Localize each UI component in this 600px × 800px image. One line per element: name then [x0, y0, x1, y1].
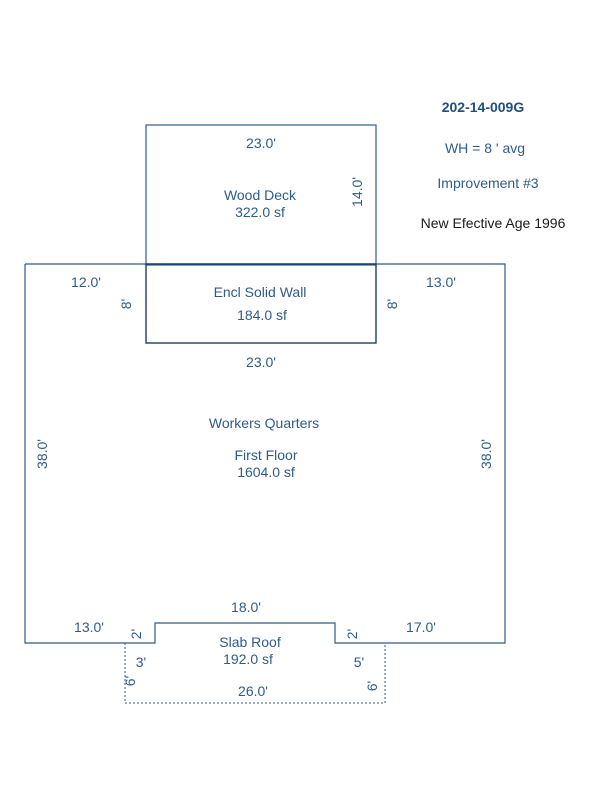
- slab-roof-area: 192.0 sf: [223, 651, 273, 667]
- dim-notch-left: 2': [128, 628, 144, 640]
- dim-slab-left: 6': [122, 675, 138, 687]
- dim-deck-right: 14.0': [349, 177, 365, 207]
- dim-main-top-left: 12.0': [71, 274, 101, 290]
- dim-bottom-right: 17.0': [406, 619, 436, 635]
- wood-deck-name: Wood Deck: [223, 187, 297, 203]
- wood-deck-area: 322.0 sf: [235, 204, 285, 220]
- workers-quarters-floor: First Floor: [234, 447, 298, 463]
- dim-main-left: 38.0': [34, 439, 50, 469]
- dim-deck-top: 23.0': [246, 135, 276, 151]
- encl-solid-wall-outline: [146, 264, 376, 343]
- dim-slab-left-inner: 3': [135, 654, 147, 670]
- parcel-id: 202-14-009G: [441, 99, 525, 115]
- dim-slab-bottom: 26.0': [238, 683, 268, 699]
- improvement-note: Improvement #3: [437, 175, 539, 191]
- dim-notch-right: 2': [344, 628, 360, 640]
- wall-height-note: WH = 8 ' avg: [444, 140, 526, 156]
- dim-encl-bottom: 23.0': [246, 354, 276, 370]
- dim-encl-right: 8': [384, 298, 400, 310]
- encl-wall-name: Encl Solid Wall: [213, 284, 307, 300]
- encl-wall-area: 184.0 sf: [237, 307, 287, 323]
- workers-quarters-name: Workers Quarters: [208, 415, 320, 431]
- dim-notch-top: 18.0': [231, 599, 261, 615]
- slab-roof-name: Slab Roof: [219, 634, 281, 650]
- dim-main-right: 38.0': [478, 439, 494, 469]
- dim-slab-right: 6': [364, 680, 380, 692]
- dim-encl-left: 8': [118, 298, 134, 310]
- effective-age-note: New Efective Age 1996: [420, 215, 566, 231]
- dim-main-top-right: 13.0': [426, 274, 456, 290]
- dim-bottom-left: 13.0': [74, 619, 104, 635]
- workers-quarters-area: 1604.0 sf: [237, 464, 295, 480]
- dim-slab-right-inner: 5': [353, 654, 365, 670]
